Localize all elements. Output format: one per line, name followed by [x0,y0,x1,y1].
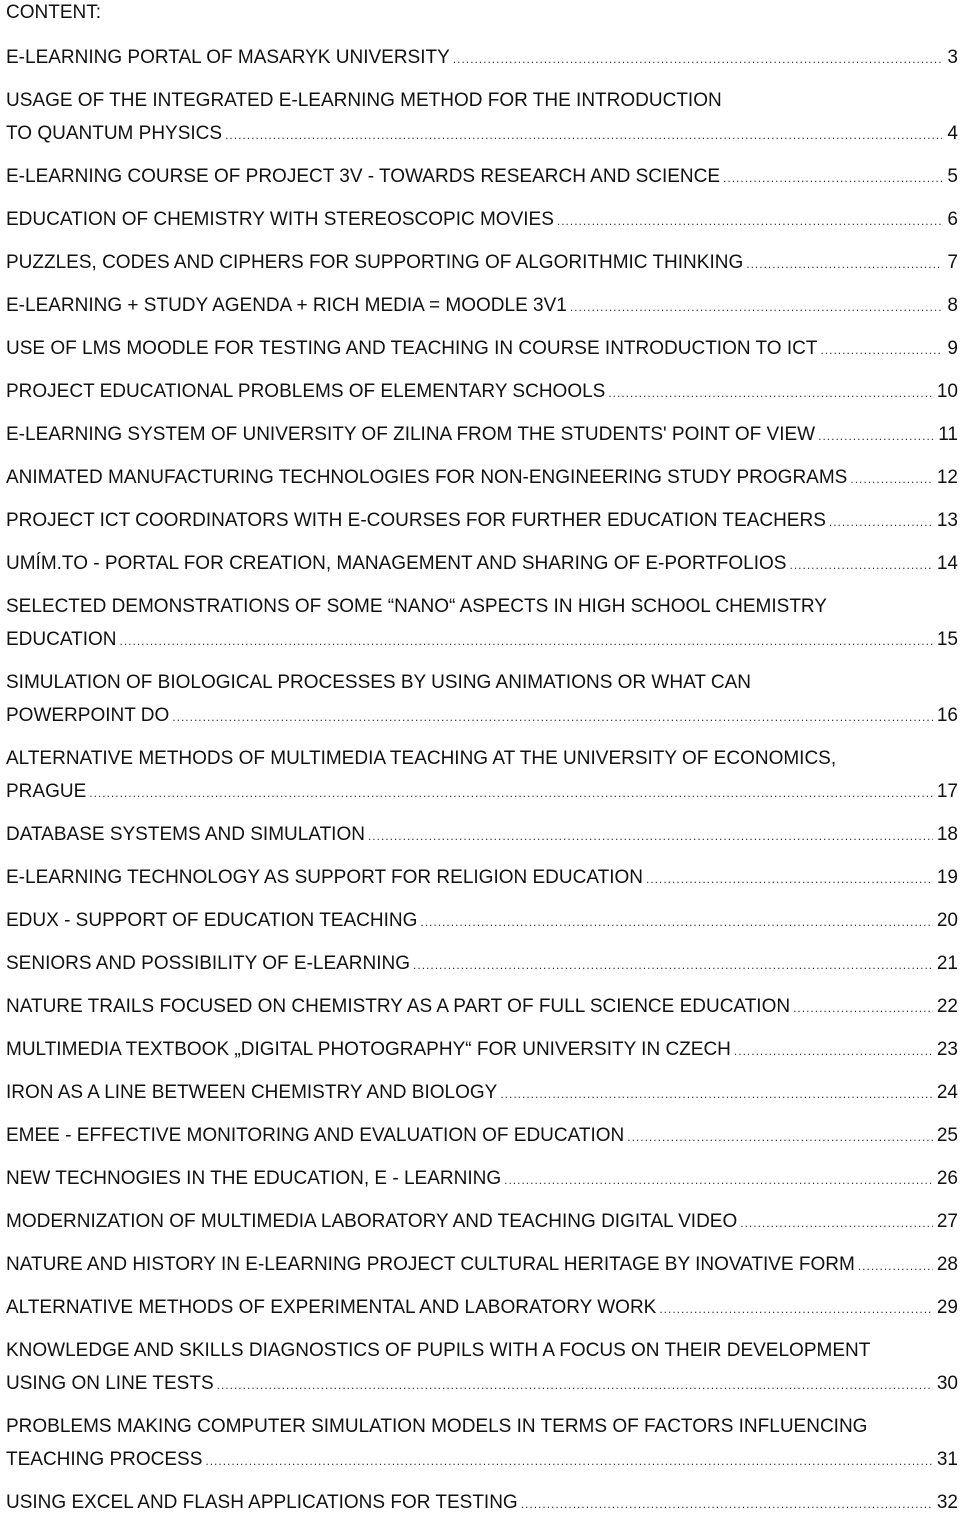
toc-page-number: 28 [933,1248,958,1281]
toc-entry-row [6,1162,958,1195]
toc-entry-title: NEW TECHNOGIES IN THE EDUCATION, E - LEARNING [6,1162,504,1195]
dot-leader [420,916,932,928]
toc-page-number: 3 [942,41,958,74]
toc-entry [6,461,958,494]
toc-entry-title-line: SELECTED DEMONSTRATIONS OF SOME “NANO“ ASPECTS IN HIGH SCHOOL CHEMISTRY [6,596,827,617]
dot-leader [793,1002,933,1014]
toc-entry-row [6,375,958,408]
toc-entry [6,160,958,193]
toc-entry-title-line: PROBLEMS MAKING COMPUTER SIMULATION MODELS IN TERMS OF FACTORS INFLUENCING [6,1416,868,1437]
toc-entry-row [6,160,958,193]
toc-entry [6,332,958,365]
toc-entry-title: UMÍM.TO - PORTAL FOR CREATION, MANAGEMENT AND SHARING OF E-PORTFOLIOS [6,547,789,580]
toc-entry [6,1119,958,1152]
dot-leader [217,1379,933,1391]
toc-page-number: 23 [933,1033,958,1066]
toc-page-number: 32 [933,1486,958,1519]
toc-entry-row [6,203,958,236]
toc-entry [6,947,958,980]
toc-entry [6,1205,958,1238]
toc-entry-row [6,699,958,732]
table-of-contents [6,41,958,1519]
toc-page-number: 9 [942,332,958,365]
dot-leader [557,215,942,227]
toc-entry-row [6,332,958,365]
toc-entry [6,418,958,451]
toc-entry-row [6,1205,958,1238]
toc-page-number: 15 [933,623,958,656]
toc-entry [6,504,958,537]
toc-entry [6,375,958,408]
toc-entry [6,818,958,851]
toc-entry-row [6,461,958,494]
toc-entry-title: TEACHING PROCESS [6,1443,205,1476]
toc-entry [6,203,958,236]
toc-page-number: 31 [933,1443,958,1476]
toc-page-number: 4 [942,117,958,150]
toc-entry-row [6,904,958,937]
dot-leader [368,830,933,842]
toc-entry-row [6,117,958,150]
toc-entry-row [6,289,958,322]
toc-page-number: 19 [933,861,958,894]
toc-page-number: 24 [933,1076,958,1109]
toc-entry-title: MULTIMEDIA TEXTBOOK „DIGITAL PHOTOGRAPHY“ FOR UNIVERSITY IN CZECH [6,1033,734,1066]
toc-page-number: 22 [933,990,958,1023]
toc-entry [6,1162,958,1195]
toc-entry-title: EDUCATION OF CHEMISTRY WITH STEREOSCOPIC MOVIES [6,203,557,236]
toc-entry-title-line: SIMULATION OF BIOLOGICAL PROCESSES BY USING ANIMATIONS OR WHAT CAN [6,672,751,693]
dot-leader [723,172,942,184]
toc-entry-title: E-LEARNING COURSE OF PROJECT 3V - TOWARDS RESEARCH AND SCIENCE [6,160,723,193]
toc-entry-title: PROJECT EDUCATIONAL PROBLEMS OF ELEMENTARY SCHOOLS [6,375,608,408]
toc-entry [6,246,958,279]
toc-entry [6,1334,958,1400]
toc-page-number: 20 [933,904,958,937]
dot-leader [570,301,942,313]
toc-entry-row [6,418,958,451]
toc-entry-row [6,1076,958,1109]
toc-entry-title: MODERNIZATION OF MULTIMEDIA LABORATORY AND TEACHING DIGITAL VIDEO [6,1205,740,1238]
toc-entry-title: EDUCATION [6,623,119,656]
dot-leader [818,430,934,442]
toc-entry-title: POWERPOINT DO [6,699,172,732]
toc-page-number: 13 [933,504,958,537]
toc-entry-title: USING ON LINE TESTS [6,1367,217,1400]
toc-page-number: 17 [933,775,958,808]
toc-entry-title: NATURE TRAILS FOCUSED ON CHEMISTRY AS A PART OF FULL SCIENCE EDUCATION [6,990,793,1023]
toc-page-number: 11 [934,418,958,451]
dot-leader [119,635,932,647]
toc-entry-row [6,990,958,1023]
toc-page-number: 8 [942,289,958,322]
toc-page-number: 18 [933,818,958,851]
toc-entry-title: E-LEARNING SYSTEM OF UNIVERSITY OF ZILINA FROM THE STUDENTS' POINT OF VIEW [6,418,818,451]
toc-entry-row [6,775,958,808]
toc-entry-row [6,547,958,580]
toc-entry [6,1410,958,1476]
toc-entry [6,1248,958,1281]
toc-entry [6,861,958,894]
toc-entry-row [6,818,958,851]
toc-entry-row [6,861,958,894]
toc-entry [6,41,958,74]
toc-entry-title: USE OF LMS MOODLE FOR TESTING AND TEACHING IN COURSE INTRODUCTION TO ICT [6,332,820,365]
toc-entry-title-line: USAGE OF THE INTEGRATED E-LEARNING METHOD FOR THE INTRODUCTION [6,90,722,111]
toc-entry-title: USING EXCEL AND FLASH APPLICATIONS FOR TESTING [6,1486,521,1519]
toc-entry-title: EMEE - EFFECTIVE MONITORING AND EVALUATION OF EDUCATION [6,1119,627,1152]
toc-entry-title: ANIMATED MANUFACTURING TECHNOLOGIES FOR NON-ENGINEERING STUDY PROGRAMS [6,461,850,494]
toc-page-number: 21 [933,947,958,980]
toc-entry [6,990,958,1023]
toc-page-number: 10 [933,375,958,408]
toc-page-number: 12 [933,461,958,494]
toc-page-number: 6 [942,203,958,236]
toc-entry [6,1076,958,1109]
dot-leader [89,787,933,799]
toc-entry [6,904,958,937]
dot-leader [746,258,942,270]
dot-leader [858,1260,933,1272]
document-page [6,0,958,1529]
toc-entry [6,1486,958,1519]
toc-entry-row [6,623,958,656]
dot-leader [740,1217,933,1229]
dot-leader [659,1303,933,1315]
toc-entry-title: PUZZLES, CODES AND CIPHERS FOR SUPPORTING OF ALGORITHMIC THINKING [6,246,746,279]
dot-leader [829,516,933,528]
toc-entry-row [6,1248,958,1281]
dot-leader [453,53,942,65]
toc-entry-title: PRAGUE [6,775,89,808]
dot-leader [172,711,933,723]
toc-entry [6,590,958,656]
toc-entry-title: NATURE AND HISTORY IN E-LEARNING PROJECT CULTURAL HERITAGE BY INOVATIVE FORM [6,1248,858,1281]
toc-page-number: 29 [933,1291,958,1324]
toc-entry-title: PROJECT ICT COORDINATORS WITH E-COURSES FOR FURTHER EDUCATION TEACHERS [6,504,829,537]
dot-leader [205,1455,932,1467]
dot-leader [608,387,933,399]
toc-page-number: 7 [942,246,958,279]
toc-page-number: 14 [933,547,958,580]
toc-entry-row [6,1486,958,1519]
toc-entry-row [6,1119,958,1152]
toc-page-number: 26 [933,1162,958,1195]
dot-leader [504,1174,933,1186]
toc-entry [6,84,958,150]
toc-entry-row [6,246,958,279]
toc-entry [6,289,958,322]
toc-entry-title: E-LEARNING PORTAL OF MASARYK UNIVERSITY [6,41,453,74]
toc-page-number: 16 [933,699,958,732]
dot-leader [820,344,942,356]
toc-page-number: 25 [933,1119,958,1152]
toc-entry [6,1291,958,1324]
toc-entry [6,666,958,732]
toc-entry-title: E-LEARNING TECHNOLOGY AS SUPPORT FOR RELIGION EDUCATION [6,861,646,894]
toc-page-number: 5 [942,160,958,193]
toc-entry-title: TO QUANTUM PHYSICS [6,117,225,150]
toc-entry-title-line: ALTERNATIVE METHODS OF MULTIMEDIA TEACHING AT THE UNIVERSITY OF ECONOMICS, [6,748,837,769]
toc-page-number: 27 [933,1205,958,1238]
toc-entry [6,1033,958,1066]
dot-leader [521,1498,933,1510]
toc-entry-title: SENIORS AND POSSIBILITY OF E-LEARNING [6,947,413,980]
toc-entry [6,742,958,808]
toc-entry-row [6,947,958,980]
contents-heading: CONTENT: [6,2,101,23]
toc-entry-title-line: KNOWLEDGE AND SKILLS DIAGNOSTICS OF PUPILS WITH A FOCUS ON THEIR DEVELOPMENT [6,1340,871,1361]
toc-entry-row [6,504,958,537]
toc-entry-title: DATABASE SYSTEMS AND SIMULATION [6,818,368,851]
toc-entry-title: E-LEARNING + STUDY AGENDA + RICH MEDIA = MOODLE 3V1 [6,289,570,322]
toc-entry [6,547,958,580]
toc-entry-row [6,1291,958,1324]
dot-leader [225,129,942,141]
dot-leader [413,959,933,971]
toc-entry-row [6,1443,958,1476]
toc-entry-title: ALTERNATIVE METHODS OF EXPERIMENTAL AND LABORATORY WORK [6,1291,659,1324]
dot-leader [627,1131,933,1143]
toc-entry-row [6,1367,958,1400]
dot-leader [500,1088,933,1100]
dot-leader [789,559,932,571]
toc-page-number: 30 [933,1367,958,1400]
toc-entry-title: EDUX - SUPPORT OF EDUCATION TEACHING [6,904,420,937]
toc-entry-row [6,41,958,74]
dot-leader [850,473,933,485]
dot-leader [734,1045,933,1057]
dot-leader [646,873,933,885]
toc-entry-title: IRON AS A LINE BETWEEN CHEMISTRY AND BIOLOGY [6,1076,500,1109]
toc-entry-row [6,1033,958,1066]
